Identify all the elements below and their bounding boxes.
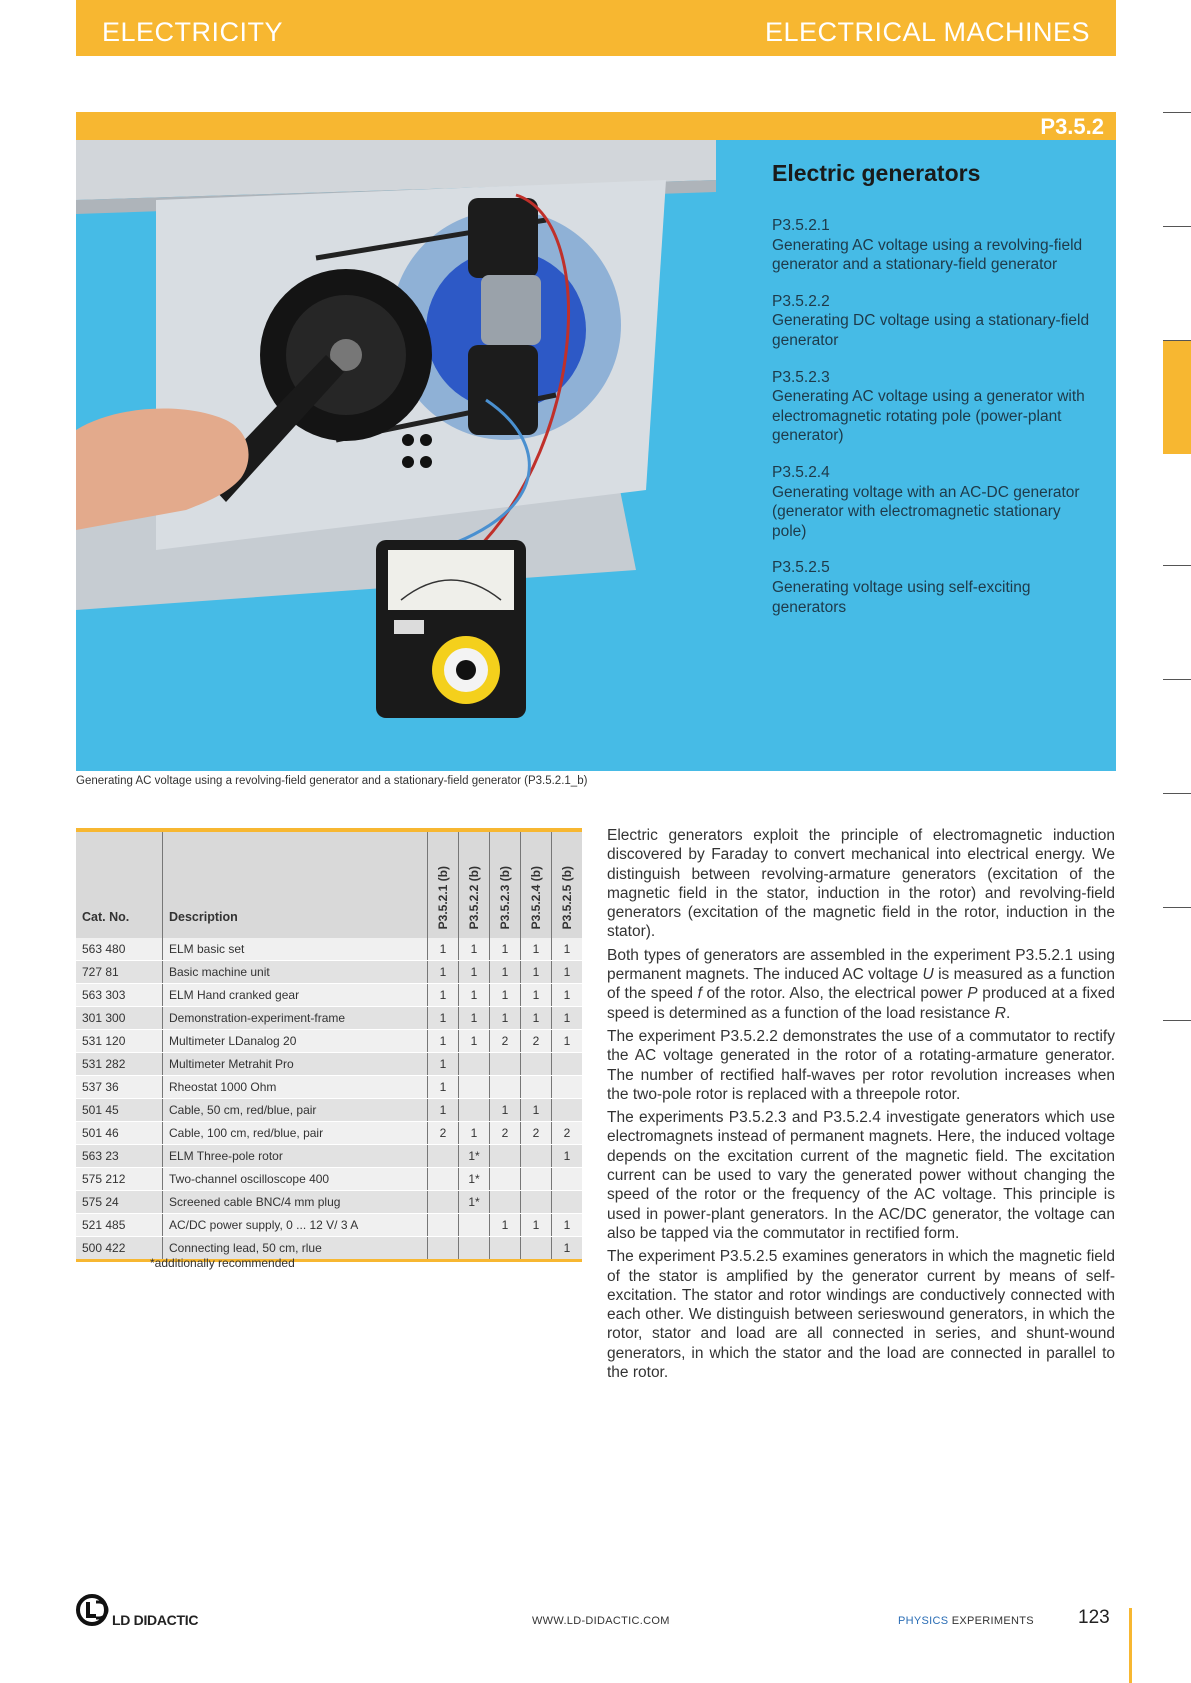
body-text [607, 826, 1115, 1386]
header-cat-no: Cat. No. [76, 830, 163, 938]
experiment-item [772, 368, 1092, 446]
quantity-cell: 1 [552, 1030, 583, 1053]
quantity-cell [459, 1053, 490, 1076]
quantity-cell: 1 [490, 1099, 521, 1122]
quantity-cell: 1 [521, 1007, 552, 1030]
quantity-cell [552, 1168, 583, 1191]
experiment-text: Generating AC voltage using a generator with electromagnetic rotating pole (power-plant generator) [772, 388, 1085, 445]
quantity-cell: 2 [552, 1122, 583, 1145]
quantity-cell: 1 [552, 984, 583, 1007]
experiment-id: P3.5.2.4 [772, 463, 830, 481]
quantity-cell [459, 1214, 490, 1237]
header-section-left: ELECTRICITY [102, 17, 284, 47]
experiment-id: P3.5.2.5 [772, 559, 830, 577]
description-cell: Basic machine unit [163, 961, 428, 984]
experiment-list [772, 216, 1092, 634]
quantity-cell: 2 [521, 1030, 552, 1053]
experiment-item [772, 216, 1092, 275]
body-paragraph: The experiments P3.5.2.3 and P3.5.2.4 investigate generators which use electromagnets instead of permanent magnets. Here, the induced voltage depends on the excitation current of the magnetic field. The excitation current can be used to vary the generated power without changing the speed of the rotor or the frequency of the AC voltage. This principle is used in power-plant generators. In the AC/DC generator, the voltage can also be tapped via the commutator in rectified form. [607, 1109, 1115, 1242]
quantity-cell: 1 [521, 961, 552, 984]
description-cell: ELM Three-pole rotor [163, 1145, 428, 1168]
margin-tick [1163, 1020, 1191, 1021]
table-row [76, 984, 582, 1007]
quantity-cell: 1 [521, 1214, 552, 1237]
quantity-cell [459, 1076, 490, 1099]
section-code-strip [76, 112, 1116, 140]
description-cell: Multimeter Metrahit Pro [163, 1053, 428, 1076]
photo-caption: Generating AC voltage using a revolving-field generator and a stationary-field generator (P3.5.2.1_b) [76, 775, 588, 787]
quantity-cell [552, 1191, 583, 1214]
description-cell: Two-channel oscilloscope 400 [163, 1168, 428, 1191]
experiment-item [772, 463, 1092, 541]
table-row [76, 1007, 582, 1030]
experiment-item [772, 558, 1092, 617]
quantity-cell [459, 1099, 490, 1122]
quantity-cell [459, 1237, 490, 1261]
description-cell: Demonstration-experiment-frame [163, 1007, 428, 1030]
quantity-cell: 1 [552, 961, 583, 984]
quantity-cell: 1 [459, 1007, 490, 1030]
cat-no-cell: 563 303 [76, 984, 163, 1007]
quantity-cell: 1 [490, 1007, 521, 1030]
quantity-cell: 2 [428, 1122, 459, 1145]
quantity-cell [490, 1237, 521, 1261]
experiment-text: Generating AC voltage using a revolving-field generator and a stationary-field generator [772, 236, 1083, 274]
section-code: P3.5.2 [1040, 114, 1104, 139]
cat-no-cell: 575 212 [76, 1168, 163, 1191]
quantity-cell: 1 [490, 961, 521, 984]
description-cell: Connecting lead, 50 cm, rlue [163, 1237, 428, 1261]
experiment-id: P3.5.2.3 [772, 368, 830, 386]
quantity-cell: 1 [521, 984, 552, 1007]
header-experiment: P3.5.2.1 (b) [428, 830, 459, 938]
quantity-cell [428, 1237, 459, 1261]
cat-no-cell: 537 36 [76, 1076, 163, 1099]
header-experiment: P3.5.2.4 (b) [521, 830, 552, 938]
description-cell: ELM basic set [163, 938, 428, 961]
quantity-cell: 1 [490, 938, 521, 961]
header-experiment: P3.5.2.3 (b) [490, 830, 521, 938]
margin-tick [1163, 112, 1191, 113]
experiment-id: P3.5.2.1 [772, 217, 830, 234]
quantity-cell [490, 1076, 521, 1099]
quantity-cell: 1* [459, 1145, 490, 1168]
quantity-cell [490, 1191, 521, 1214]
description-cell: Cable, 50 cm, red/blue, pair [163, 1099, 428, 1122]
quantity-cell: 1 [459, 938, 490, 961]
table-row [76, 1214, 582, 1237]
quantity-cell [490, 1145, 521, 1168]
body-paragraph: Both types of generators are assembled in the experiment P3.5.2.1 using permanent magnets. The induced AC voltage U is measured as a function of the speed f of the rotor. Also, the electrical power P produced at a fixed speed is determined as a function of the load resistance R. [607, 946, 1116, 1022]
quantity-cell: 1 [428, 984, 459, 1007]
table-row [76, 1168, 582, 1191]
cat-no-cell: 563 23 [76, 1145, 163, 1168]
table-row [76, 1030, 582, 1053]
quantity-cell: 1 [552, 1214, 583, 1237]
body-paragraph: The experiment P3.5.2.5 examines generators in which the magnetic field of the stator is amplified by the generator current by means of self-excitation. The stator and rotor windings are conductively connected with each other. We distinguish between serieswound generators, in which the rotor, stator and load are all connected in series, and shunt-wound generators, in which the stator and the load are connected in parallel to the rotor. [607, 1248, 1115, 1382]
experiment-text: Generating voltage using self-exciting generators [772, 578, 1031, 616]
quantity-cell: 1 [552, 1145, 583, 1168]
quantity-cell: 1 [428, 1076, 459, 1099]
header-bar [76, 0, 1116, 56]
description-cell: Screened cable BNC/4 mm plug [163, 1191, 428, 1214]
table-row [76, 1122, 582, 1145]
cat-no-cell: 531 282 [76, 1053, 163, 1076]
header-section-right: ELECTRICAL MACHINES [764, 17, 1090, 47]
quantity-cell: 1 [459, 1030, 490, 1053]
experiment-item [772, 292, 1092, 351]
experiment-text: Generating DC voltage using a stationary-field generator [772, 312, 1090, 349]
experiment-text: Generating voltage with an AC-DC generator (generator with electromagnetic stationary pole) [772, 483, 1080, 540]
quantity-cell [521, 1237, 552, 1261]
cat-no-cell: 563 480 [76, 938, 163, 961]
quantity-cell: 1 [521, 1099, 552, 1122]
quantity-cell [521, 1168, 552, 1191]
quantity-cell [490, 1168, 521, 1191]
quantity-cell [521, 1145, 552, 1168]
body-paragraph: Electric generators exploit the principle of electromagnetic induction discovered by Faraday to convert mechanical into electrical energy. We distinguish between revolving-armature generators (excitation of the magnetic field in the stator, induction in the rotor) and revolving-field generators (excitation of the magnetic field in the rotor, induction in the stator). [607, 827, 1115, 941]
header-experiment: P3.5.2.2 (b) [459, 830, 490, 938]
quantity-cell: 1 [428, 1007, 459, 1030]
cat-no-cell: 301 300 [76, 1007, 163, 1030]
cat-no-cell: 501 45 [76, 1099, 163, 1122]
page-bar [1129, 1608, 1132, 1683]
quantity-cell: 1 [459, 961, 490, 984]
quantity-cell: 1 [552, 1237, 583, 1261]
quantity-cell [552, 1099, 583, 1122]
experiment-photo [76, 140, 716, 771]
description-cell: AC/DC power supply, 0 ... 12 V/ 3 A [163, 1214, 428, 1237]
cat-no-cell: 501 46 [76, 1122, 163, 1145]
quantity-cell: 1 [490, 984, 521, 1007]
table-row [76, 938, 582, 961]
table-header-row [76, 830, 582, 938]
quantity-cell: 1 [459, 1122, 490, 1145]
page-number: 123 [1078, 1607, 1110, 1628]
quantity-cell [428, 1168, 459, 1191]
margin-tab-active [1163, 340, 1191, 454]
quantity-cell [428, 1191, 459, 1214]
quantity-cell [552, 1076, 583, 1099]
table-row [76, 1099, 582, 1122]
equipment-table [76, 828, 582, 1262]
description-cell: Cable, 100 cm, red/blue, pair [163, 1122, 428, 1145]
quantity-cell: 1 [490, 1214, 521, 1237]
cat-no-cell: 531 120 [76, 1030, 163, 1053]
quantity-cell: 1 [459, 984, 490, 1007]
header-experiment: P3.5.2.5 (b) [552, 830, 583, 938]
quantity-cell: 2 [490, 1030, 521, 1053]
body-paragraph: The experiment P3.5.2.2 demonstrates the use of a commutator to rectify the AC voltage generated in the rotor of a rotating-armature generator. The number of rectified half-waves per rotor revolution increases when the two-pole rotor is replaced with a threepole rotor. [607, 1027, 1115, 1103]
quantity-cell [521, 1076, 552, 1099]
quantity-cell: 1 [428, 1030, 459, 1053]
table-footnote: *additionally recommended [150, 1256, 295, 1270]
quantity-cell [521, 1191, 552, 1214]
description-cell: Multimeter LDanalog 20 [163, 1030, 428, 1053]
header-description: Description [163, 830, 428, 938]
quantity-cell: 2 [521, 1122, 552, 1145]
quantity-cell: 2 [490, 1122, 521, 1145]
quantity-cell [428, 1214, 459, 1237]
quantity-cell: 1 [428, 938, 459, 961]
description-cell: Rheostat 1000 Ohm [163, 1076, 428, 1099]
cat-no-cell: 521 485 [76, 1214, 163, 1237]
cat-no-cell: 727 81 [76, 961, 163, 984]
quantity-cell [490, 1053, 521, 1076]
quantity-cell [552, 1053, 583, 1076]
quantity-cell: 1 [428, 1099, 459, 1122]
quantity-cell: 1 [428, 1053, 459, 1076]
quantity-cell: 1 [521, 938, 552, 961]
quantity-cell [428, 1145, 459, 1168]
cat-no-cell: 500 422 [76, 1237, 163, 1261]
table-row [76, 1076, 582, 1099]
quantity-cell: 1* [459, 1191, 490, 1214]
table-row [76, 961, 582, 984]
margin-tick [1163, 907, 1191, 908]
quantity-cell: 1 [428, 961, 459, 984]
description-cell: ELM Hand cranked gear [163, 984, 428, 1007]
logo-text: LD DIDACTIC [112, 1612, 199, 1628]
table-row [76, 1191, 582, 1214]
quantity-cell: 1* [459, 1168, 490, 1191]
margin-tick [1163, 793, 1191, 794]
margin-tick [1163, 565, 1191, 566]
hero-panel [76, 112, 1116, 771]
margin-tick [1163, 226, 1191, 227]
quantity-cell [521, 1053, 552, 1076]
series-label: PHYSICS EXPERIMENTS [898, 1615, 1034, 1627]
quantity-cell: 1 [552, 1007, 583, 1030]
website-link[interactable]: WWW.LD-DIDACTIC.COM [532, 1615, 670, 1627]
cat-no-cell: 575 24 [76, 1191, 163, 1214]
table-row [76, 1053, 582, 1076]
experiment-id: P3.5.2.2 [772, 292, 830, 310]
section-title: Electric generators [772, 160, 981, 186]
margin-tick [1163, 679, 1191, 680]
quantity-cell: 1 [552, 938, 583, 961]
table-row [76, 1145, 582, 1168]
